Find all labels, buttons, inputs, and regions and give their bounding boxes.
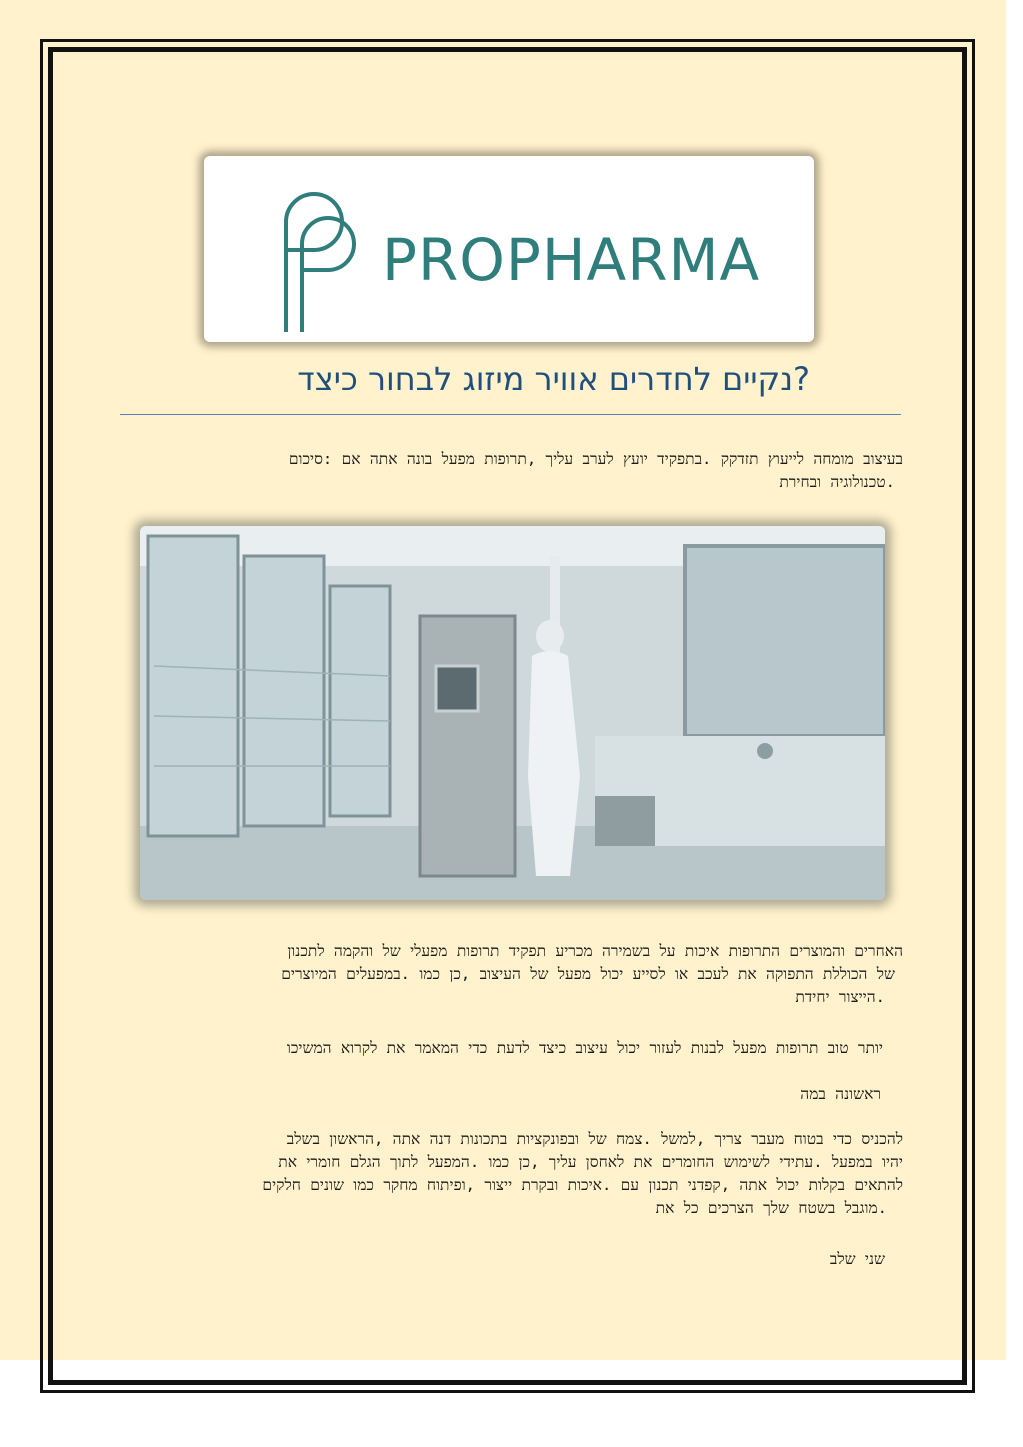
text-line: של הכוללת התפוקה את לעכב או לסייע יכול מפעל של העיצוב ,כן כמו .במפעלים המיוצרים [281, 965, 895, 983]
text-line: להכניס כדי בטוח מעבר צריך ,למשל .צמח של ובפונקציות בתכונות דנה אתה ,הראשון בשלב [286, 1130, 903, 1148]
text-line: האחרים והמוצרים התרופות איכות על בשמירה מכריע תפקיד תרופות מפעלי של והקמה לתכנון [287, 942, 903, 960]
text-line: יהיו במפעל .עתידי לשימוש החומרים את לאחסן עליך ,כן כמו .המפעל לתוך הגלם חומרי את [278, 1153, 903, 1171]
text-line: יותר טוב תרופות מפעל לבנות לעזור יכול עיצוב כיצד לדעת כדי המאמר את לקרוא המשיכו [286, 1039, 883, 1057]
logo-banner [204, 156, 814, 342]
text-line: הייצור יחידת. [795, 988, 885, 1006]
text-line: מוגבל בשטח שלך הצרכים כל את. [655, 1199, 887, 1217]
body-paragraph-1 [130, 940, 903, 1009]
title-divider [120, 414, 901, 415]
text-line: שני שלב [829, 1250, 885, 1268]
propharma-logo-icon [278, 192, 368, 332]
text-line: טכנולוגיה ובחירת. [779, 473, 895, 491]
text-line: להתאים בקלות יכול אתה ,קפדני תכנון עם .איכות ובקרת ייצור ,ופיתוח מחקר כמו שונים חלקים [262, 1176, 903, 1194]
logo-wordmark: PROPHARMA [382, 226, 761, 294]
section-heading-second-stage [130, 1248, 903, 1271]
cleanroom-photo [140, 526, 885, 900]
intro-paragraph [130, 448, 903, 494]
cleanroom-illustration [140, 526, 885, 900]
text-line: בעיצוב מומחה לייעוץ תזדקק .בתפקיד יועץ לערב עליך ,תרופות מפעל בונה אתה אם :סיכום [288, 450, 903, 468]
section-heading-first-stage [130, 1083, 903, 1106]
body-paragraph-2 [130, 1037, 903, 1060]
body-paragraph-3 [130, 1128, 903, 1220]
page-title: נקיים לחדרים אוויר מיזוג לבחור כיצד? [297, 360, 810, 398]
text-line: ראשונה במה [800, 1085, 881, 1103]
